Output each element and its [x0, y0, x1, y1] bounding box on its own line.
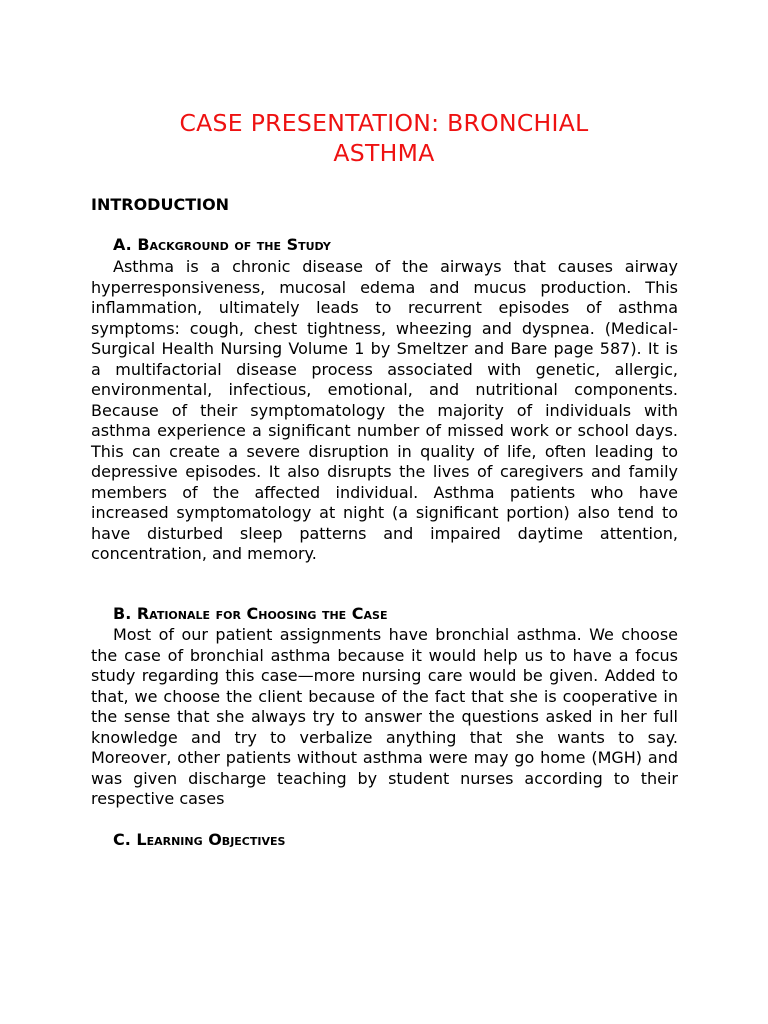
section-c-letter: C. [113, 830, 131, 849]
section-a-paragraph: Asthma is a chronic disease of the airways that causes airway hyperresponsiveness, mucosal edema and mucus production. This inflammation, ultimately leads to recurrent episodes of asthma symptoms: cough, chest tightness, wheezing and dyspnea. (Medical-Surgical Health Nursing Volume 1 by Smeltzer and Bare page 587). It is a multifactorial disease process associated with genetic, allergic, environmental, infectious, emotional, and nutritional components. Because of their symptomatology the majority of individuals with asthma experience a significant number of missed work or school days. This can create a severe disruption in quality of life, often leading to depressive episodes. It also disrupts the lives of caregivers and family members of the affected individual. Asthma patients who have increased symptomatology at night (a significant portion) also tend to have disturbed sleep patterns and impaired daytime attention, concentration, and memory. [91, 257, 678, 563]
section-a-heading [113, 235, 331, 255]
document-title [0, 108, 768, 168]
section-a-letter: A. [113, 235, 132, 254]
title-line-1: CASE PRESENTATION: BRONCHIAL [179, 109, 589, 137]
section-b-title: Rationale for Choosing the Case [136, 604, 388, 623]
introduction-heading: INTRODUCTION [91, 195, 230, 214]
section-b-paragraph: Most of our patient assignments have bronchial asthma. We choose the case of bronchial asthma because it would help us to have a focus study regarding this case—more nursing care would be given. Added to that, we choose the client because of the fact that she is cooperative in the sense that she always try to answer the questions asked in her full knowledge and try to verbalize anything that she wants to say. Moreover, other patients without asthma were may go home (MGH) and was given discharge teaching by student nurses according to their respective cases [91, 625, 678, 808]
section-c-heading [113, 830, 285, 850]
section-a-title: Background of the Study [137, 235, 331, 254]
section-b-heading [113, 604, 387, 624]
section-b-letter: B. [113, 604, 132, 623]
section-c-title: Learning Objectives [136, 830, 286, 849]
title-line-2: ASTHMA [333, 139, 435, 167]
